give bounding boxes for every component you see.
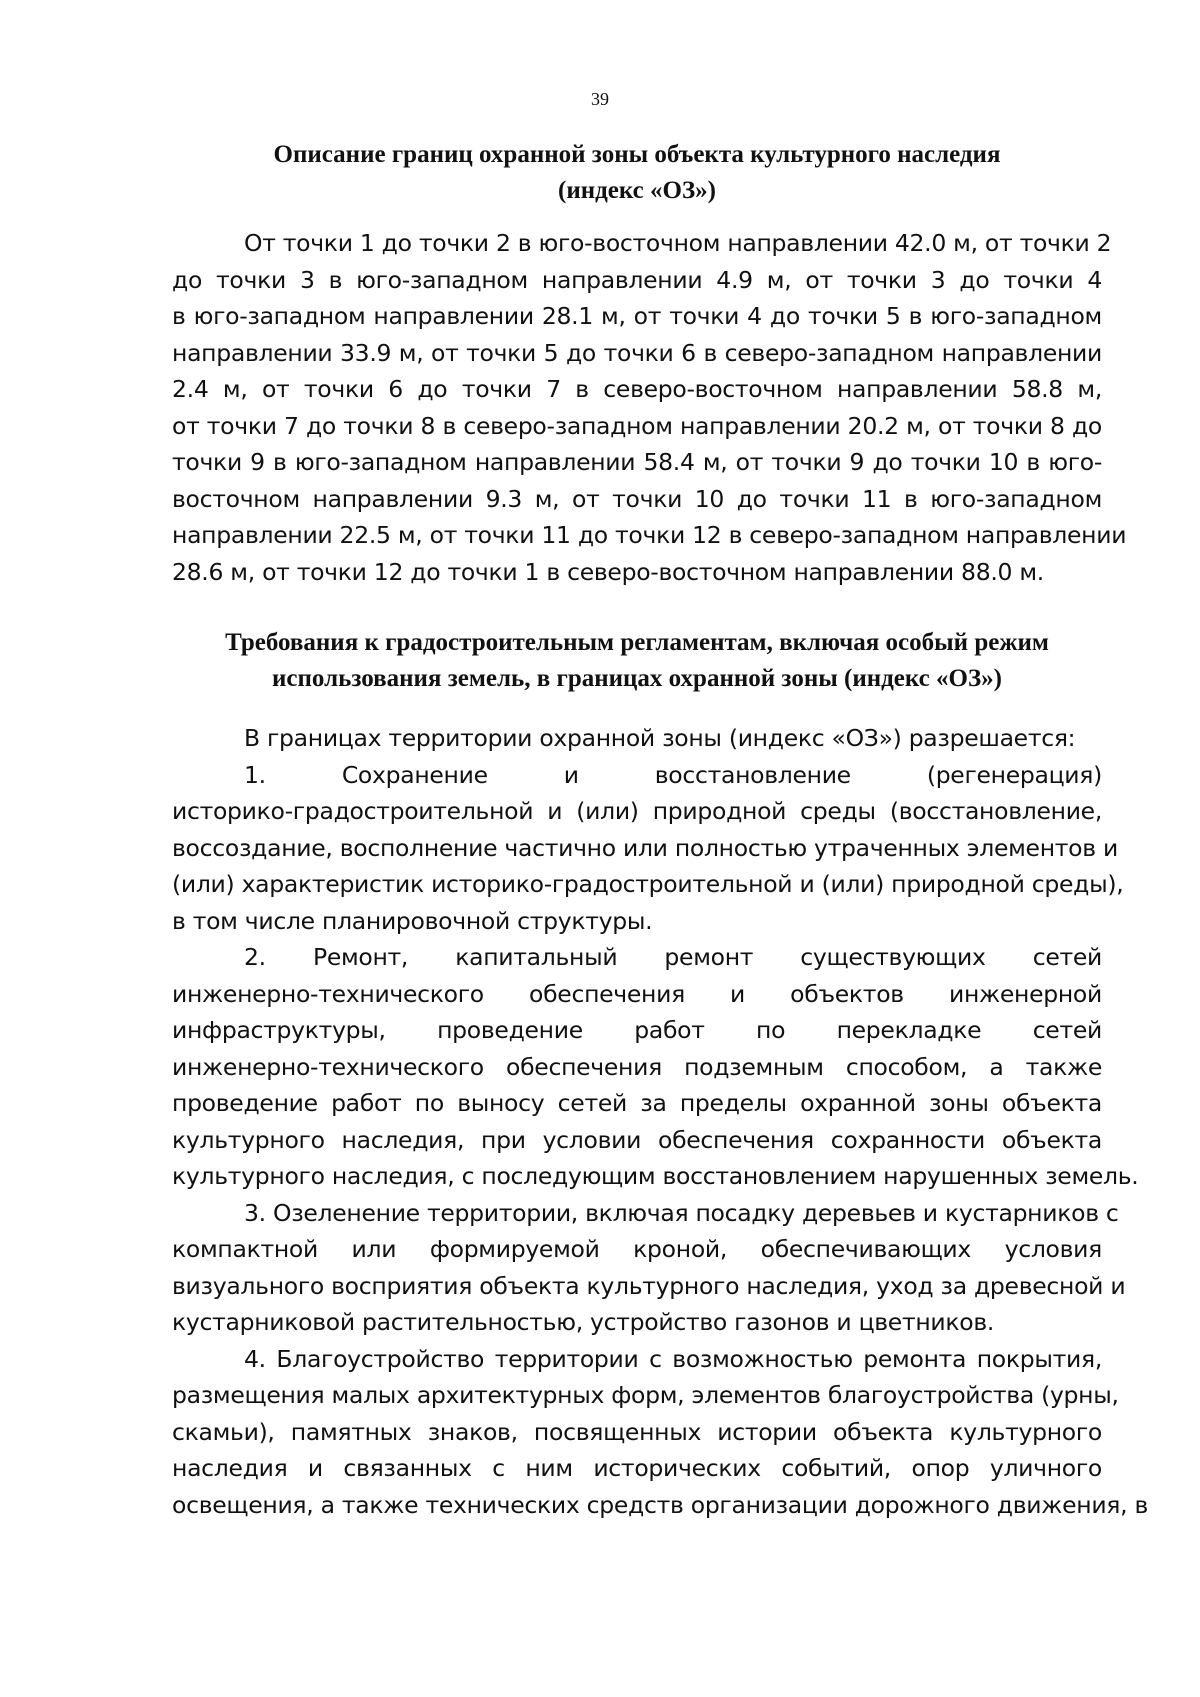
item-1-line: историко-градостроительной и (или) природной среды (восстановление, <box>172 797 1102 825</box>
intro-line: В границах территории охранной зоны (индекс «ОЗ») разрешается: <box>244 724 1076 752</box>
section-1-title <box>172 137 1102 209</box>
paragraph-line: до точки 3 в юго-западном направлении 4.9 м, от точки 3 до точки 4 <box>172 265 1102 294</box>
paragraph-line: 28.6 м, от точки 12 до точки 1 в северо-восточном направлении 88.0 м. <box>172 557 1044 586</box>
item-1-line: в том числе планировочной структуры. <box>172 906 653 935</box>
paragraph-line: направлении 22.5 м, от точки 11 до точки 12 в северо-западном направлении <box>172 521 1127 549</box>
section-2-title-line: использования земель, в границах охранной зоны (индекс «ОЗ») <box>272 665 1002 692</box>
item-2-line: инженерно-технического обеспечения подземным способом, а также <box>172 1052 1102 1081</box>
section-2-body <box>172 720 1149 1523</box>
item-3-line: кустарниковой растительностью, устройство газонов и цветников. <box>172 1308 995 1336</box>
item-2-line: инженерно-технического обеспечения и объектов инженерной <box>172 979 1102 1008</box>
section-2-title-line: Требования к градостроительным регламентам, включая особый режим <box>225 629 1049 656</box>
item-4-line: 4. Благоустройство территории с возможностью ремонта покрытия, <box>244 1344 1102 1373</box>
paragraph-line: в юго-западном направлении 28.1 м, от точки 4 до точки 5 в юго-западном <box>172 302 1102 330</box>
item-1-line: воссоздание, восполнение частично или полностью утраченных элементов и <box>172 833 1118 862</box>
item-3-line: компактной или формируемой кроной, обеспечивающих условия <box>172 1235 1102 1263</box>
item-4-line: освещения, а также технических средств организации дорожного движения, в <box>172 1490 1149 1519</box>
item-3-line: 3. Озеленение территории, включая посадку деревьев и кустарников с <box>244 1198 1119 1227</box>
item-1-line: (или) характеристик историко-градостроительной и (или) природной среды), <box>172 870 1124 898</box>
item-4-line: размещения малых архитектурных форм, элементов благоустройства (урны, <box>172 1381 1119 1409</box>
item-2-line: инфраструктуры, проведение работ по перекладке сетей <box>172 1016 1102 1044</box>
item-2-line: культурного наследия, с последующим восстановлением нарушенных земель. <box>172 1162 1139 1190</box>
section-2-title <box>172 625 1102 697</box>
section-1-paragraph <box>172 225 1127 590</box>
item-1-line: 1. Сохранение и восстановление (регенерация) <box>244 760 1102 789</box>
section-1-title-line: Описание границ охранной зоны объекта культурного наследия <box>273 141 1001 168</box>
item-3-line: визуального восприятия объекта культурного наследия, уход за древесной и <box>172 1271 1126 1300</box>
section-1-title-line: (индекс «ОЗ») <box>558 177 716 204</box>
item-2-line: культурного наследия, при условии обеспечения сохранности объекта <box>172 1125 1102 1154</box>
page-number: 39 <box>591 89 609 109</box>
paragraph-line: 2.4 м, от точки 6 до точки 7 в северо-восточном направлении 58.8 м, <box>172 375 1102 403</box>
item-2-line: 2. Ремонт, капитальный ремонт существующих сетей <box>244 943 1102 971</box>
item-4-line: скамьи), памятных знаков, посвященных истории объекта культурного <box>172 1417 1102 1446</box>
paragraph-line: восточном направлении 9.3 м, от точки 10 до точки 11 в юго-западном <box>172 484 1102 513</box>
item-2-line: проведение работ по выносу сетей за пределы охранной зоны объекта <box>172 1089 1102 1117</box>
paragraph-line: от точки 7 до точки 8 в северо-западном направлении 20.2 м, от точки 8 до <box>172 411 1102 440</box>
item-4-line: наследия и связанных с ним исторических событий, опор уличного <box>172 1454 1102 1482</box>
paragraph-line: От точки 1 до точки 2 в юго-восточном направлении 42.0 м, от точки 2 <box>244 229 1112 257</box>
paragraph-line: точки 9 в юго-западном направлении 58.4 м, от точки 9 до точки 10 в юго- <box>172 448 1102 476</box>
paragraph-line: направлении 33.9 м, от точки 5 до точки 6 в северо-западном направлении <box>172 338 1102 367</box>
